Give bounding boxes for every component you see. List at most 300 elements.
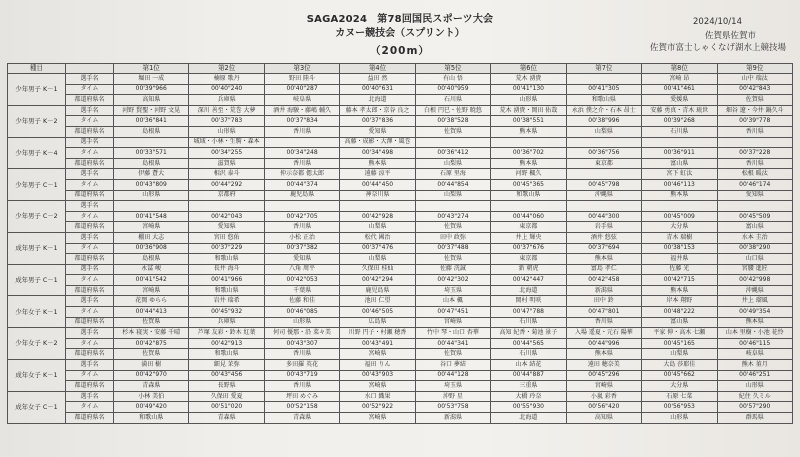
athlete-name <box>264 137 339 148</box>
table-row <box>8 254 793 265</box>
field-label: 都道府県名 <box>66 381 114 392</box>
race-time: 00'43"809 <box>114 179 189 190</box>
athlete-name: 入場 遥夏・元石 陽華 <box>566 328 641 339</box>
race-date: 2024/10/14 <box>693 17 742 27</box>
athlete-name: 青木 瑞樹 <box>642 232 717 243</box>
field-label: 選手名 <box>66 201 114 212</box>
field-label: タイム <box>66 275 114 286</box>
prefecture-name: 山梨県 <box>566 126 641 137</box>
race-time: 00'37"382 <box>264 243 339 254</box>
athlete-name: 永浜 僕之介・石本 昂士 <box>566 105 641 116</box>
race-time: 00'39"268 <box>642 116 717 127</box>
field-label: 都道府県名 <box>66 158 114 169</box>
race-time: 00'37"228 <box>717 148 793 159</box>
athlete-name: 沖野 星 <box>415 391 490 402</box>
table-row <box>8 275 793 286</box>
race-time: 00'46"085 <box>264 307 339 318</box>
athlete-name: 新 朝虎 <box>491 264 566 275</box>
event-name: 成年女子 C－1 <box>8 391 66 423</box>
event-name: 少年男子 C－2 <box>8 201 66 233</box>
athlete-name <box>114 137 189 148</box>
field-label: タイム <box>66 116 114 127</box>
prefecture-name: 東京都 <box>566 158 641 169</box>
prefecture-name: 佐賀県 <box>114 349 189 360</box>
table-row <box>8 391 793 402</box>
athlete-name: 藤本 孝太郎・京谷 良之 <box>340 105 415 116</box>
race-time: 00'41"461 <box>642 84 717 95</box>
race-time: 00'36"911 <box>642 148 717 159</box>
prefecture-name: 愛知県 <box>189 222 264 233</box>
athlete-name: 水本 圭治 <box>717 232 793 243</box>
event-name: 成年男子 K－1 <box>8 232 66 264</box>
race-time: 00'56"953 <box>642 402 717 413</box>
athlete-name: 楠原 歌丹 <box>189 74 264 85</box>
race-time: 00'42"447 <box>491 275 566 286</box>
race-time: 00'38"153 <box>642 243 717 254</box>
table-row <box>8 222 793 233</box>
prefecture-name: 宮崎県 <box>340 381 415 392</box>
athlete-name: 大橋 玲奈 <box>491 391 566 402</box>
prefecture-name: 京都府 <box>189 190 264 201</box>
race-time: 00'49"420 <box>114 402 189 413</box>
athlete-name: 野田 陸斗 <box>264 74 339 85</box>
race-time: 00'42"043 <box>189 211 264 222</box>
prefecture-name: 福井県 <box>642 254 717 265</box>
prefecture-name: 熊本県 <box>491 126 566 137</box>
column-header: 第5位 <box>415 64 490 74</box>
race-time: 00'43"456 <box>189 370 264 381</box>
race-time: 00'40"631 <box>340 84 415 95</box>
race-time: 00'48"222 <box>642 307 717 318</box>
race-time: 00'55"930 <box>491 402 566 413</box>
table-row <box>8 296 793 307</box>
field-label: 都道府県名 <box>66 95 114 106</box>
prefecture-name: 佐賀県 <box>717 95 793 106</box>
prefecture-name: 滋賀県 <box>189 158 264 169</box>
prefecture-name: 島根県 <box>114 254 189 265</box>
athlete-name <box>340 201 415 212</box>
race-time: 00'34"498 <box>340 148 415 159</box>
table-row <box>8 211 793 222</box>
prefecture-name: 群馬県 <box>717 413 793 424</box>
race-venue: 佐賀市富士しゃくなげ湖水上競技場 <box>649 43 786 53</box>
race-time: 00'43"491 <box>340 338 415 349</box>
prefecture-name: 宮崎県 <box>566 381 641 392</box>
event-name: 成年男子 C－1 <box>8 264 66 296</box>
race-time: 00'41"548 <box>114 211 189 222</box>
prefecture-name: 佐賀県 <box>415 254 490 265</box>
prefecture-name: 大分県 <box>642 381 717 392</box>
athlete-name: 池田 仁望 <box>340 296 415 307</box>
athlete-name <box>566 74 641 85</box>
race-time: 00'42"913 <box>189 338 264 349</box>
field-label: 都道府県名 <box>66 317 114 328</box>
athlete-name: 福田 りん <box>340 360 415 371</box>
athlete-name: 永冨 峻 <box>114 264 189 275</box>
field-label: 都道府県名 <box>66 285 114 296</box>
field-label: 都道府県名 <box>66 413 114 424</box>
race-time: 00'34"255 <box>189 148 264 159</box>
prefecture-name: 香川県 <box>264 222 339 233</box>
prefecture-name: 宮崎県 <box>340 349 415 360</box>
column-header: 第3位 <box>264 64 339 74</box>
race-city: 佐賀県佐賀市 <box>704 31 756 41</box>
prefecture-name: 高知県 <box>566 413 641 424</box>
table-row <box>8 105 793 116</box>
athlete-name: 八角 周平 <box>264 264 339 275</box>
prefecture-name: 山形県 <box>491 95 566 106</box>
race-time: 00'40"959 <box>415 84 490 95</box>
prefecture-name: 兵庫県 <box>189 95 264 106</box>
race-time: 00'45"165 <box>642 338 717 349</box>
race-time: 00'45"798 <box>566 179 641 190</box>
athlete-name <box>415 201 490 212</box>
race-time: 00'37"834 <box>264 116 339 127</box>
athlete-name: 遠田 穂奈美 <box>566 360 641 371</box>
athlete-name: 田中 鈴 <box>566 296 641 307</box>
table-row <box>8 328 793 339</box>
prefecture-name: 埼玉県 <box>415 381 490 392</box>
athlete-name: 仲示奈都 偲太郎 <box>264 169 339 180</box>
column-header: 第4位 <box>340 64 415 74</box>
athlete-name: 相沢 泰斗 <box>189 169 264 180</box>
table-row <box>8 116 793 127</box>
race-time: 00'42"705 <box>264 211 339 222</box>
field-label: タイム <box>66 402 114 413</box>
race-time: 00'42"053 <box>264 275 339 286</box>
race-time: 00'39"966 <box>114 84 189 95</box>
race-time: 00'40"240 <box>189 84 264 95</box>
athlete-name: 岩井 瑞希 <box>189 296 264 307</box>
table-row <box>8 84 793 95</box>
athlete-name: 水口 織果 <box>340 391 415 402</box>
race-time: 00'44"450 <box>340 179 415 190</box>
race-time: 00'38"551 <box>491 116 566 127</box>
athlete-name: 細見 茉弥 <box>189 360 264 371</box>
prefecture-name: 鹿児島県 <box>264 190 339 201</box>
prefecture-name: 岐阜県 <box>717 349 793 360</box>
athlete-name: 白根 円巳・佐野 暁悠 <box>415 105 490 116</box>
prefecture-name: 山形県 <box>642 413 717 424</box>
race-time: 00'42"458 <box>566 275 641 286</box>
table-row <box>8 95 793 106</box>
field-label: 選手名 <box>66 328 114 339</box>
athlete-name: 酒井 悠弦 <box>566 232 641 243</box>
prefecture-name: 熊本県 <box>340 158 415 169</box>
table-row <box>8 137 793 148</box>
race-time: 00'44"854 <box>415 179 490 190</box>
race-time: 00'41"130 <box>491 84 566 95</box>
race-time: 00'47"788 <box>491 307 566 318</box>
prefecture-name: 愛知県 <box>264 254 339 265</box>
race-time: 00'41"542 <box>114 275 189 286</box>
field-label: 選手名 <box>66 232 114 243</box>
race-time: 00'40"287 <box>264 84 339 95</box>
race-time: 00'37"676 <box>491 243 566 254</box>
race-time: 00'44"060 <box>491 211 566 222</box>
prefecture-name: 東京都 <box>491 254 566 265</box>
athlete-name: 芦塚 友彩・鈴木 紅葉 <box>189 328 264 339</box>
table-row <box>8 126 793 137</box>
race-time: 00'46"505 <box>340 307 415 318</box>
athlete-name: 花岡 ゆらら <box>114 296 189 307</box>
field-label: 選手名 <box>66 264 114 275</box>
athlete-name: 宮崎 昂 <box>642 74 717 85</box>
header-row <box>8 64 793 74</box>
prefecture-name: 和歌山県 <box>189 349 264 360</box>
field-label: タイム <box>66 307 114 318</box>
field-label: 都道府県名 <box>66 222 114 233</box>
table-row <box>8 158 793 169</box>
race-time: 00'45"365 <box>491 179 566 190</box>
athlete-name <box>491 201 566 212</box>
athlete-name: 平家 伸・高木 七瀬 <box>642 328 717 339</box>
column-header: 第1位 <box>114 64 189 74</box>
athlete-name: 小嵐 彩香 <box>566 391 641 402</box>
race-time: 00'44"341 <box>415 338 490 349</box>
column-header: 第8位 <box>642 64 717 74</box>
athlete-name: 小林 美伯 <box>114 391 189 402</box>
race-time: 00'42"843 <box>717 84 793 95</box>
race-time: 00'38"290 <box>717 243 793 254</box>
field-label: タイム <box>66 84 114 95</box>
athlete-name: 竹中 琴・山口 杏華 <box>415 328 490 339</box>
athlete-name: 河野 賢聖・河野 文晃 <box>114 105 189 116</box>
prefecture-name: 佐賀県 <box>415 349 490 360</box>
event-name: 少年女子 K－2 <box>8 328 66 360</box>
prefecture-name: 和歌山県 <box>189 254 264 265</box>
athlete-name: 石原 里海 <box>415 169 490 180</box>
prefecture-name: 岩手県 <box>566 222 641 233</box>
prefecture-name: 山形県 <box>717 381 793 392</box>
field-label: 選手名 <box>66 74 114 85</box>
prefecture-name: 香川県 <box>264 349 339 360</box>
field-label: 都道府県名 <box>66 126 114 137</box>
athlete-name: 石原 七菜 <box>642 391 717 402</box>
athlete-name: 紀住 久ミル <box>717 391 793 402</box>
prefecture-name: 愛知県 <box>340 126 415 137</box>
race-time: 00'38"996 <box>566 116 641 127</box>
table-row <box>8 74 793 85</box>
prefecture-name: 和歌山県 <box>491 190 566 201</box>
race-time: 00'45"296 <box>566 370 641 381</box>
athlete-name: 酒井 海駿・藤嶋 輔久 <box>264 105 339 116</box>
column-header <box>66 64 114 74</box>
table-row <box>8 413 793 424</box>
athlete-name: 井上 輝央 <box>491 232 566 243</box>
race-time: 00'41"305 <box>566 84 641 95</box>
athlete-name: 大島 莎耶佳 <box>642 360 717 371</box>
prefecture-name: 東京都 <box>491 222 566 233</box>
prefecture-name: 熊本県 <box>717 317 793 328</box>
athlete-name: 井上 瑠風 <box>717 296 793 307</box>
prefecture-name: 広島県 <box>340 317 415 328</box>
race-time: 00'37"694 <box>566 243 641 254</box>
race-time: 00'52"922 <box>340 402 415 413</box>
prefecture-name: 青森県 <box>264 413 339 424</box>
athlete-name: 長井 海斗 <box>189 264 264 275</box>
field-label: タイム <box>66 179 114 190</box>
prefecture-name: 北海道 <box>491 413 566 424</box>
race-time: 00'36"841 <box>114 116 189 127</box>
prefecture-name: 島根県 <box>114 126 189 137</box>
athlete-name: 岡村 明咲 <box>491 296 566 307</box>
prefecture-name: 熊本県 <box>642 190 717 201</box>
event-name: 少年男子 K－4 <box>8 137 66 169</box>
field-label: 都道府県名 <box>66 254 114 265</box>
table-row <box>8 285 793 296</box>
table-row <box>8 307 793 318</box>
athlete-name: 河野 楓久 <box>491 169 566 180</box>
table-row <box>8 360 793 371</box>
athlete-name: 富島 孝仁 <box>566 264 641 275</box>
field-label: タイム <box>66 370 114 381</box>
athlete-name: 荒木 湧貴 <box>491 74 566 85</box>
field-label: 選手名 <box>66 169 114 180</box>
prefecture-name: 熊本県 <box>642 285 717 296</box>
prefecture-name: 石川県 <box>491 349 566 360</box>
table-row <box>8 317 793 328</box>
prefecture-name: 青森県 <box>189 413 264 424</box>
athlete-name: 山中 瑞汰 <box>717 74 793 85</box>
athlete-name: 多田羅 英花 <box>264 360 339 371</box>
prefecture-name: 高知県 <box>114 95 189 106</box>
athlete-name: 益田 然 <box>340 74 415 85</box>
table-row <box>8 148 793 159</box>
athlete-name: 山本 結花 <box>491 360 566 371</box>
race-time: 00'37"488 <box>415 243 490 254</box>
field-label: タイム <box>66 243 114 254</box>
race-time: 00'47"451 <box>415 307 490 318</box>
athlete-name: 安藤 勇真・青木 琉世 <box>642 105 717 116</box>
athlete-name <box>189 201 264 212</box>
prefecture-name: 山形県 <box>114 190 189 201</box>
athlete-name <box>566 137 641 148</box>
athlete-name: 杉本 寝実・安藤 千晴 <box>114 328 189 339</box>
race-time: 00'39"778 <box>717 116 793 127</box>
athlete-name <box>717 201 793 212</box>
athlete-name: 佐藤 和佳 <box>264 296 339 307</box>
prefecture-name: 山梨県 <box>415 190 490 201</box>
tournament-title: SAGA2024 第78回国民スポーツ大会 <box>306 14 494 25</box>
prefecture-name: 香川県 <box>264 381 339 392</box>
table-row <box>8 381 793 392</box>
athlete-name <box>642 201 717 212</box>
prefecture-name: 香川県 <box>264 158 339 169</box>
column-header: 第7位 <box>566 64 641 74</box>
race-time: 00'46"251 <box>717 370 793 381</box>
prefecture-name: 山口県 <box>717 254 793 265</box>
race-time: 00'45"009 <box>642 211 717 222</box>
event-name: 少年男子 K－1 <box>8 74 66 106</box>
prefecture-name: 熊本県 <box>566 254 641 265</box>
prefecture-name: 香川県 <box>717 158 793 169</box>
prefecture-name: 山形県 <box>264 317 339 328</box>
athlete-name: 宮下 虹汰 <box>642 169 717 180</box>
race-time: 00'36"412 <box>415 148 490 159</box>
prefecture-name: 石川県 <box>642 126 717 137</box>
column-header: 第6位 <box>491 64 566 74</box>
race-time: 00'51"020 <box>189 402 264 413</box>
race-time: 00'44"996 <box>566 338 641 349</box>
prefecture-name: 北海道 <box>491 285 566 296</box>
prefecture-name: 山梨県 <box>340 222 415 233</box>
athlete-name: 城域・小林・生駒・森本 <box>189 137 264 148</box>
prefecture-name: 埼玉県 <box>415 285 490 296</box>
field-label: タイム <box>66 338 114 349</box>
race-time: 00'44"292 <box>189 179 264 190</box>
race-time: 00'42"875 <box>114 338 189 349</box>
athlete-name: 遠藤 涼平 <box>340 169 415 180</box>
race-time: 00'44"128 <box>415 370 490 381</box>
athlete-name <box>491 137 566 148</box>
table-row <box>8 338 793 349</box>
athlete-name <box>114 201 189 212</box>
event-name: 少年男子 C－1 <box>8 169 66 201</box>
athlete-name: 高藤・成影・大澤・風巻 <box>340 137 415 148</box>
athlete-name: 堀田 一成 <box>114 74 189 85</box>
race-time: 00'44"887 <box>491 370 566 381</box>
table-row <box>8 190 793 201</box>
table-row <box>8 349 793 360</box>
prefecture-name: 長野県 <box>189 381 264 392</box>
prefecture-name: 山梨県 <box>340 254 415 265</box>
race-time: 00'45"509 <box>717 211 793 222</box>
field-label: 選手名 <box>66 360 114 371</box>
prefecture-name: 青森県 <box>114 381 189 392</box>
prefecture-name: 鹿児島県 <box>340 285 415 296</box>
athlete-name: 山本 楓 <box>415 296 490 307</box>
athlete-name: 熊木 菫月 <box>717 360 793 371</box>
race-time: 00'42"998 <box>717 275 793 286</box>
race-time: 00'42"302 <box>415 275 490 286</box>
prefecture-name: 香川県 <box>566 317 641 328</box>
athlete-name: 宮腰 進匠 <box>717 264 793 275</box>
prefecture-name: 島根県 <box>114 158 189 169</box>
athlete-name: 有山 悟 <box>415 74 490 85</box>
race-time: 00'36"756 <box>566 148 641 159</box>
prefecture-name: 佐賀県 <box>415 126 490 137</box>
prefecture-name: 香川県 <box>717 126 793 137</box>
prefecture-name: 千葉県 <box>264 285 339 296</box>
race-time: 00'44"565 <box>491 338 566 349</box>
race-time: 00'56"420 <box>566 402 641 413</box>
prefecture-name: 宮崎県 <box>114 222 189 233</box>
prefecture-name: 山梨県 <box>415 158 490 169</box>
race-time: 00'43"719 <box>264 370 339 381</box>
column-header: 第2位 <box>189 64 264 74</box>
race-time: 00'46"113 <box>642 179 717 190</box>
race-time: 00'53"758 <box>415 402 490 413</box>
athlete-name: 何司 優那・沿 菜々美 <box>264 328 339 339</box>
race-time: 00'37"229 <box>189 243 264 254</box>
prefecture-name: 宮崎県 <box>415 317 490 328</box>
prefecture-name: 佐賀県 <box>114 317 189 328</box>
race-time: 00'37"836 <box>340 116 415 127</box>
event-name: 成年女子 K－1 <box>8 360 66 392</box>
athlete-name: 佐藤 洸誠 <box>415 264 490 275</box>
prefecture-name: 沖縄県 <box>566 190 641 201</box>
athlete-name: 久保田 愛夏 <box>189 391 264 402</box>
prefecture-name: 山梨県 <box>642 349 717 360</box>
athlete-name: 高知 紀香・菊池 景子 <box>491 328 566 339</box>
race-time: 00'41"966 <box>189 275 264 286</box>
table-row <box>8 169 793 180</box>
prefecture-name: 和歌山県 <box>566 95 641 106</box>
field-label: 都道府県名 <box>66 349 114 360</box>
race-time: 00'44"374 <box>264 179 339 190</box>
prefecture-name: 新潟県 <box>566 285 641 296</box>
